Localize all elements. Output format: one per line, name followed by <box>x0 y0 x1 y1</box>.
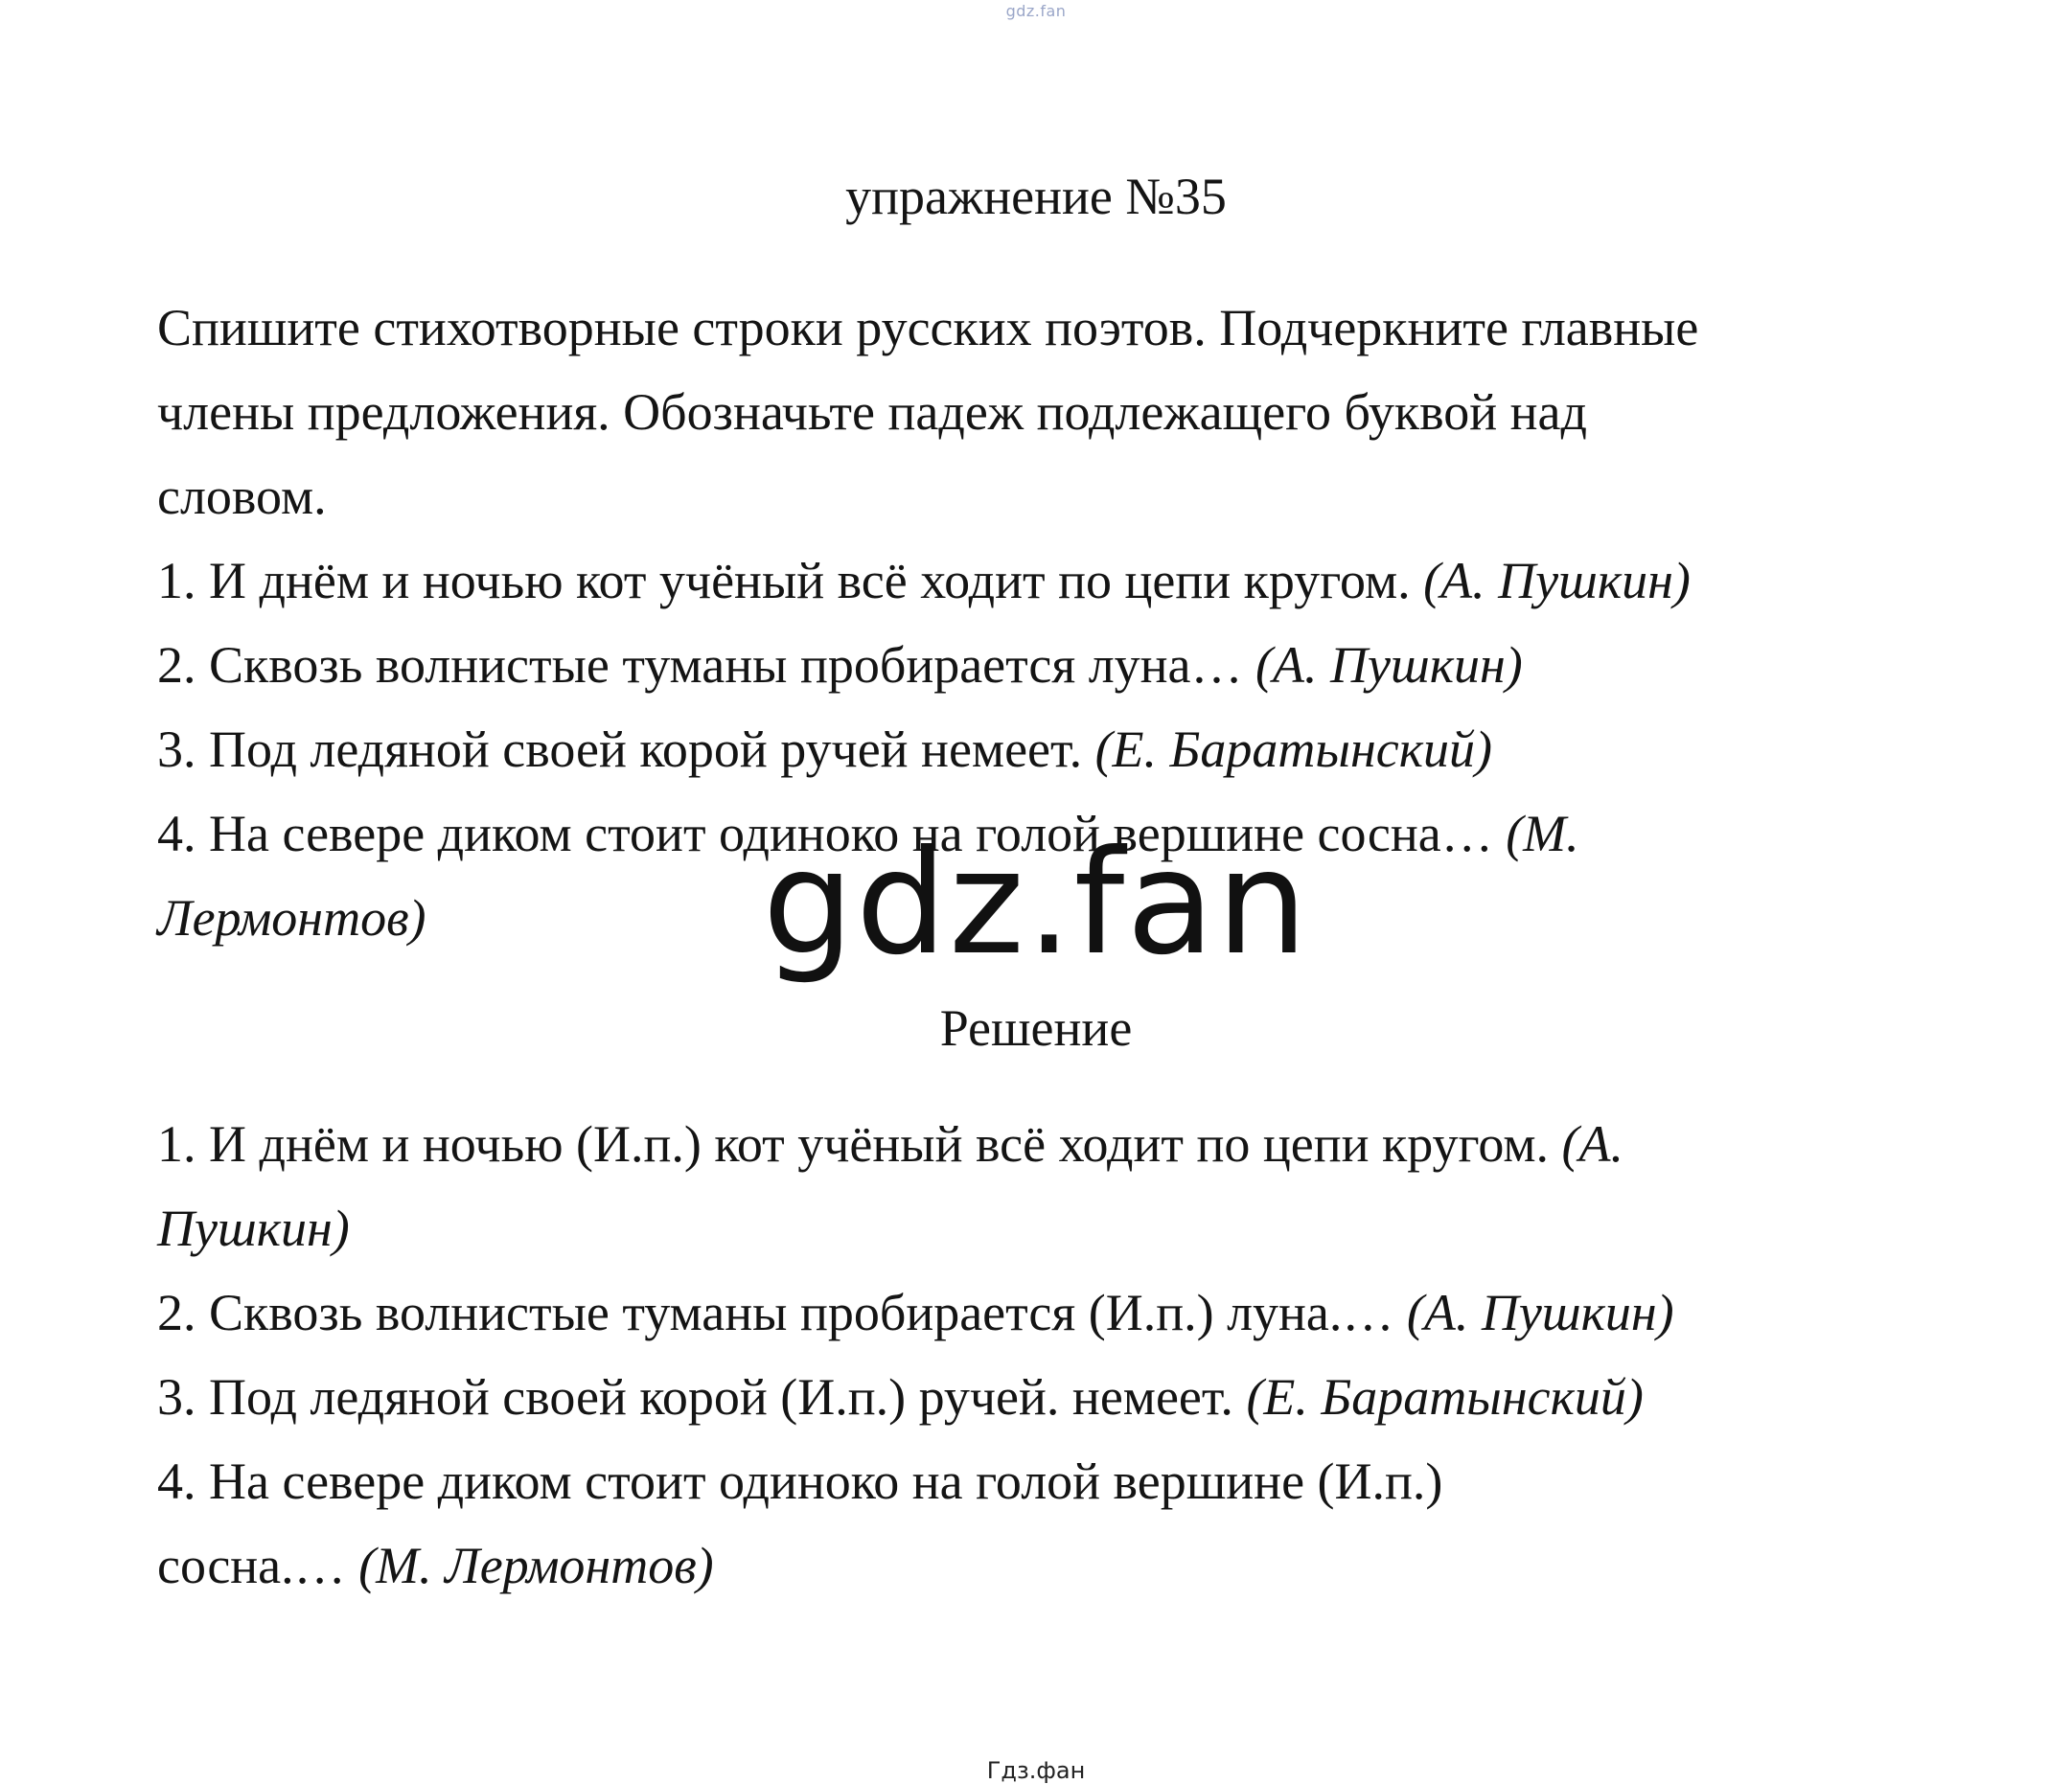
verse-text: 2. Сквозь волнистые туманы пробирается луна… <box>157 636 1256 694</box>
footer-caption: Гдз.фан <box>986 1757 1086 1784</box>
solution-heading: Решение <box>939 999 1133 1057</box>
task-item-1 <box>157 538 1940 623</box>
solution-item-4-cont <box>157 1523 1940 1608</box>
solution-block <box>157 1102 1940 1608</box>
top-watermark: gdz.fan <box>1005 2 1067 20</box>
answer-text: 4. На севере диком стоит одиноко на голой вершине (И.п.) <box>157 1452 1443 1510</box>
answer-text: 1. И днём и ночью (И.п.) кот учёный всё ходит по цепи кругом. <box>157 1115 1562 1173</box>
author-name: (А. <box>1561 1115 1623 1173</box>
instruction-line: члены предложения. Обозначьте падеж подлежащего буквой над <box>157 383 1587 441</box>
site-watermark: gdz.fan <box>762 820 1310 987</box>
author-name: (М. <box>1506 805 1579 862</box>
answer-text: 3. Под ледяной своей корой (И.п.) ручей. немеет. <box>157 1368 1247 1426</box>
answer-text-cont: сосна.… <box>157 1537 359 1594</box>
author-name-cont: Пушкин) <box>157 1200 350 1257</box>
task-item-3 <box>157 707 1940 791</box>
page-title: упражнение №35 <box>845 168 1227 225</box>
solution-item-4 <box>157 1439 1940 1523</box>
verse-text: 4. На севере диком стоит одиноко на голой вершине сосна… <box>157 805 1507 862</box>
solution-item-3 <box>157 1355 1940 1439</box>
task-item-2 <box>157 623 1940 707</box>
instruction-line: словом. <box>157 468 327 525</box>
instruction-line: Спишите стихотворные строки русских поэтов. Подчеркните главные <box>157 299 1699 356</box>
author-name: (Е. Баратынский) <box>1094 720 1492 778</box>
verse-text: 1. И днём и ночью кот учёный всё ходит по цепи кругом. <box>157 552 1424 609</box>
author-name: (Е. Баратынский) <box>1246 1368 1644 1426</box>
author-name-cont: Лермонтов) <box>157 889 426 947</box>
solution-item-2 <box>157 1270 1940 1355</box>
author-name: (А. Пушкин) <box>1423 552 1691 609</box>
author-name: (М. Лермонтов) <box>358 1537 714 1594</box>
solution-item-1-cont <box>157 1186 1940 1270</box>
verse-text: 3. Под ледяной своей корой ручей немеет. <box>157 720 1095 778</box>
author-name: (А. Пушкин) <box>1255 636 1523 694</box>
solution-item-1 <box>157 1102 1940 1186</box>
author-name: (А. Пушкин) <box>1406 1284 1674 1341</box>
answer-text: 2. Сквозь волнистые туманы пробирается (И.п.) луна.… <box>157 1284 1407 1341</box>
